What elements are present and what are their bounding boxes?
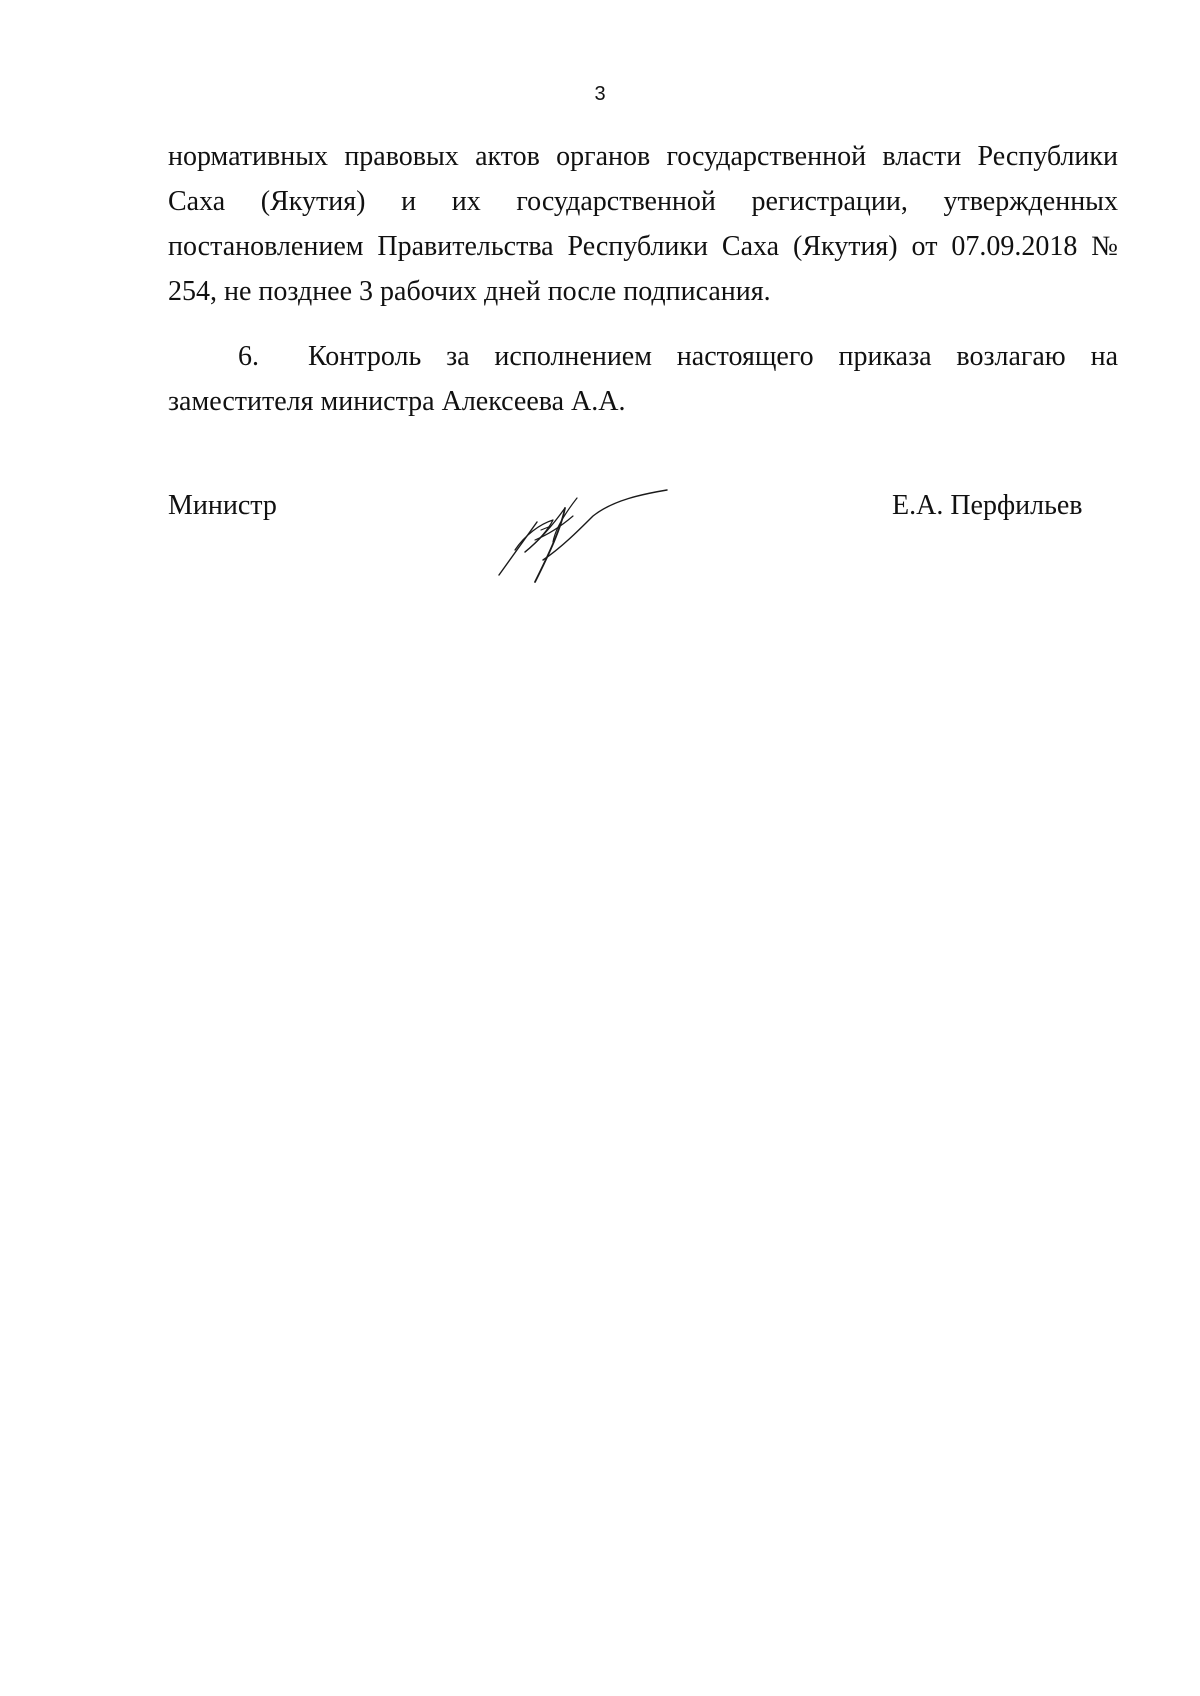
paragraph-line: Саха (Якутия) и их государственной регистрации, утвержденных	[168, 186, 1118, 217]
paragraph-item-6	[168, 334, 1118, 424]
paragraph-line: 254, не позднее 3 рабочих дней после подписания.	[168, 276, 771, 307]
item-6-first-line	[168, 334, 1118, 379]
item-number: 6.	[238, 341, 259, 372]
signatory-title: Министр	[168, 490, 277, 521]
item-6-second-line: заместителя министра Алексеева А.А.	[168, 386, 626, 417]
paragraph-continuation	[168, 134, 1118, 314]
item-6-text: Контроль за исполнением настоящего приказа возлагаю на	[308, 341, 1118, 372]
paragraph-line: постановлением Правительства Республики Саха (Якутия) от 07.09.2018 №	[168, 231, 1118, 262]
paragraph-line: нормативных правовых актов органов государственной власти Республики	[168, 141, 1118, 172]
page-number: 3	[594, 83, 606, 105]
signatory-name: Е.А. Перфильев	[892, 490, 1083, 521]
handwritten-signature	[495, 480, 675, 590]
